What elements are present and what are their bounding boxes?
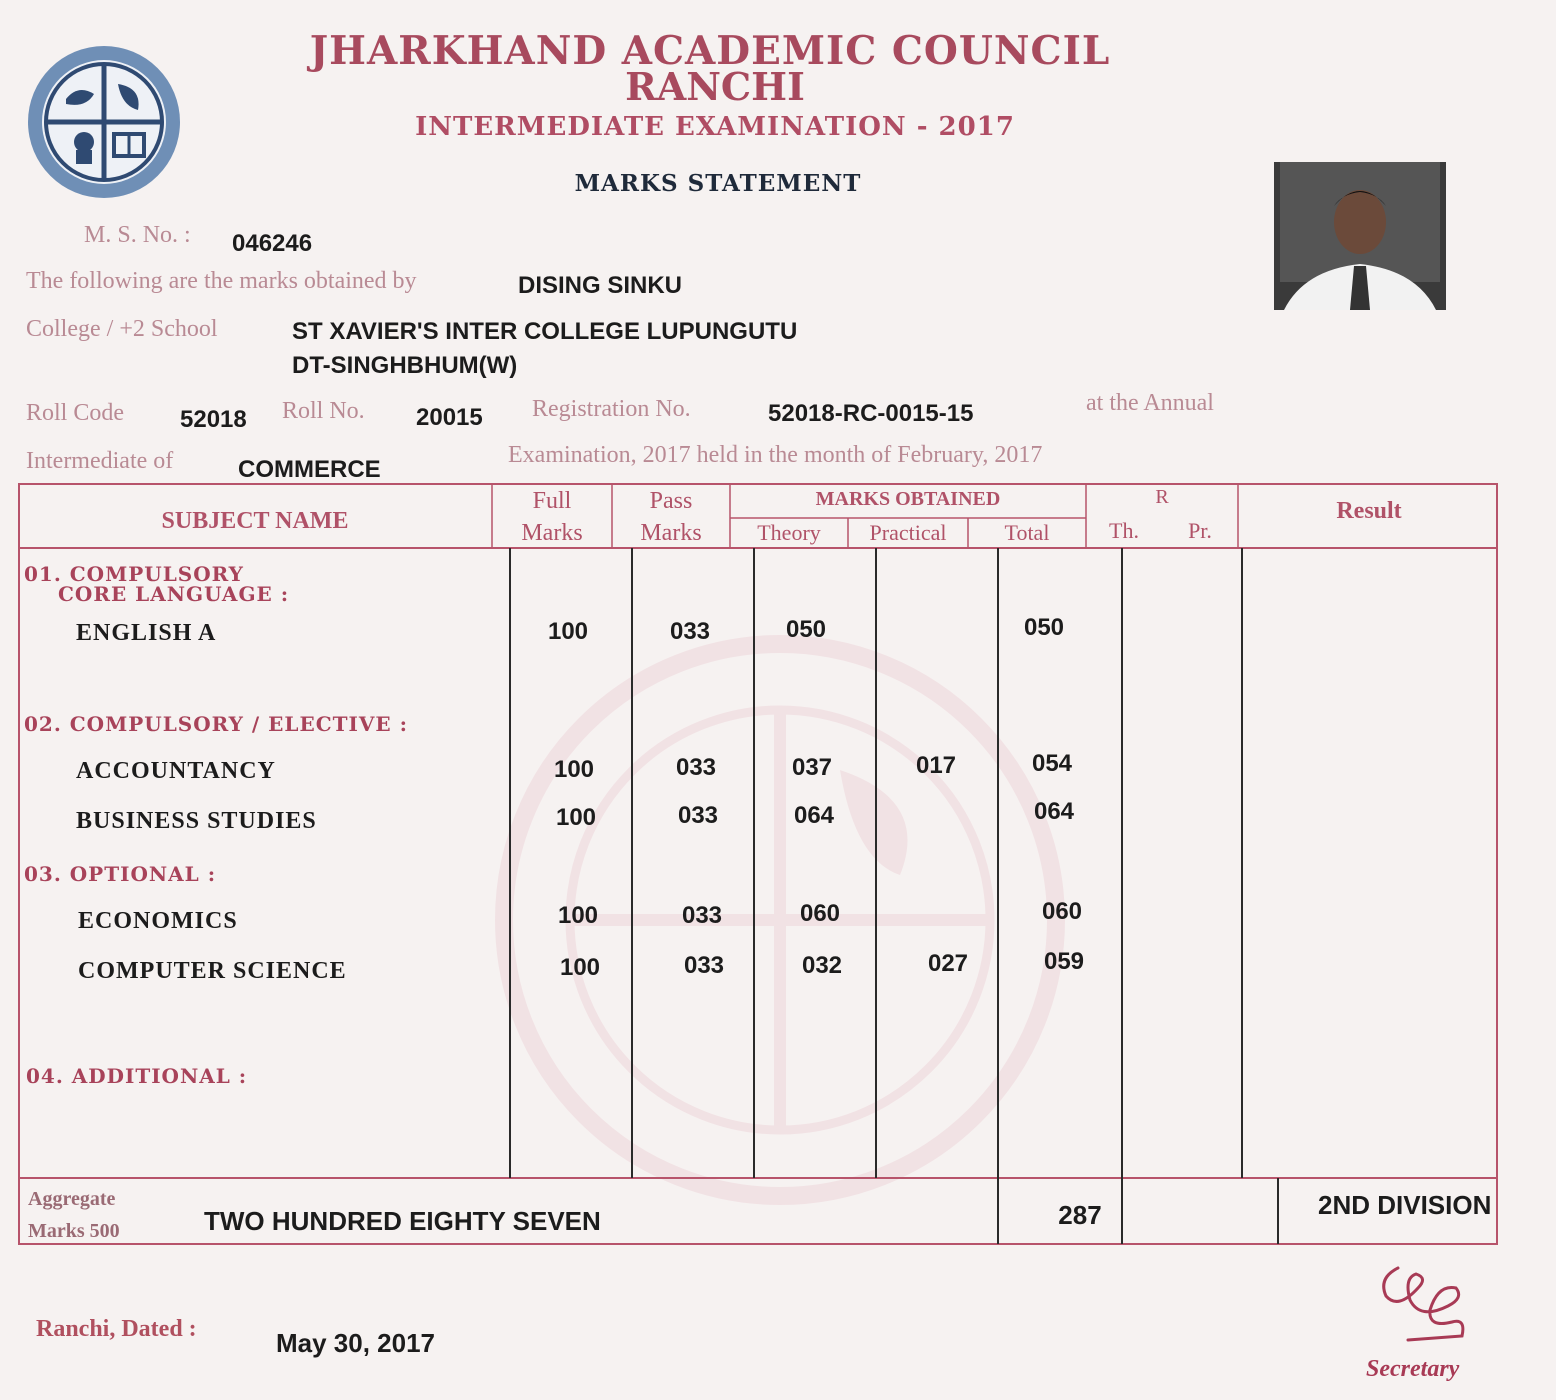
college-label: College / +2 School: [26, 316, 218, 342]
council-name: JHARKHAND ACADEMIC COUNCIL: [309, 28, 1111, 74]
section-1-line-1: 01. COMPULSORY: [24, 562, 244, 586]
intermediate-label: Intermediate of: [26, 448, 174, 474]
table-row-subject: BUSINESS STUDIES: [76, 808, 317, 834]
table-row-full: 100: [559, 954, 601, 981]
table-row-theory: 050: [785, 616, 827, 643]
table-row-full: 100: [555, 804, 597, 831]
header-result: Result: [1336, 498, 1402, 524]
table-row-theory: 060: [799, 900, 841, 927]
table-row-practical: 017: [915, 752, 957, 779]
header-practical: Practical: [869, 520, 947, 545]
header-r-pr: Pr.: [1188, 518, 1212, 543]
header-r: R: [1155, 486, 1169, 508]
table-row-pass: 033: [669, 618, 711, 645]
header-full-1: Full: [532, 488, 572, 514]
marks-table: [18, 478, 1500, 1248]
signatory-title: Secretary: [1366, 1356, 1460, 1382]
table-row-subject: ENGLISH A: [76, 620, 217, 646]
table-row-practical: 027: [927, 950, 969, 977]
header-theory: Theory: [757, 520, 821, 545]
header-pass-1: Pass: [649, 488, 693, 514]
table-row-theory: 064: [793, 802, 835, 829]
header-full-2: Marks: [521, 520, 583, 546]
registration-label: Registration No.: [532, 396, 691, 422]
table-row-theory: 037: [791, 754, 833, 781]
college-line-2: DT-SINGHBHUM(W): [292, 352, 518, 379]
dated-label: Ranchi, Dated :: [36, 1316, 197, 1342]
header-r-th: Th.: [1109, 518, 1139, 543]
stream-value: COMMERCE: [238, 456, 381, 483]
annual-text: at the Annual: [1086, 390, 1214, 416]
exam-title: INTERMEDIATE EXAMINATION - 2017: [415, 112, 1015, 142]
section-4-heading: 04. ADDITIONAL :: [26, 1064, 248, 1088]
roll-code-label: Roll Code: [26, 400, 125, 426]
marks-obtained-by-label: The following are the marks obtained by: [26, 268, 417, 294]
college-line-1: ST XAVIER'S INTER COLLEGE LUPUNGUTU: [292, 318, 798, 345]
header-total: Total: [1004, 520, 1050, 545]
table-row-pass: 033: [681, 902, 723, 929]
ms-no-value: 046246: [232, 230, 313, 257]
table-row-total: 059: [1043, 948, 1085, 975]
table-row-subject: ACCOUNTANCY: [76, 758, 276, 784]
aggregate-label-2: Marks 500: [28, 1220, 120, 1242]
aggregate-label-1: Aggregate: [28, 1188, 116, 1210]
roll-code-value: 52018: [180, 406, 247, 433]
secretary-signature: [1368, 1248, 1478, 1348]
table-row-full: 100: [547, 618, 589, 645]
table-row-theory: 032: [801, 952, 843, 979]
aggregate-total: 287: [1058, 1200, 1102, 1230]
result-division: 2ND DIVISION: [1318, 1190, 1492, 1220]
document-title: MARKS STATEMENT: [574, 170, 862, 197]
ms-no-label: M. S. No. :: [84, 222, 191, 248]
exam-held-text: Examination, 2017 held in the month of February, 2017: [508, 442, 1043, 468]
roll-no-label: Roll No.: [282, 398, 365, 424]
roll-no-value: 20015: [416, 404, 483, 431]
issue-date: May 30, 2017: [276, 1328, 436, 1358]
student-photo: [1274, 162, 1446, 310]
registration-value: 52018-RC-0015-15: [768, 400, 974, 427]
table-row-pass: 033: [683, 952, 725, 979]
student-name: DISING SINKU: [518, 272, 683, 299]
table-row-pass: 033: [675, 754, 717, 781]
table-row-full: 100: [553, 756, 595, 783]
header-pass-2: Marks: [640, 520, 702, 546]
section-1-line-2: CORE LANGUAGE :: [58, 582, 290, 606]
header-subject-name: SUBJECT NAME: [161, 508, 349, 534]
table-row-subject: ECONOMICS: [78, 908, 238, 934]
section-2-heading: 02. COMPULSORY / ELECTIVE :: [24, 712, 408, 736]
table-row-pass: 033: [677, 802, 719, 829]
header-marks-obtained: MARKS OBTAINED: [815, 488, 1001, 510]
table-row-total: 054: [1031, 750, 1073, 777]
table-row-total: 050: [1023, 614, 1065, 641]
table-row-total: 060: [1041, 898, 1083, 925]
council-city: RANCHI: [625, 64, 805, 109]
aggregate-in-words: TWO HUNDRED EIGHTY SEVEN: [204, 1206, 601, 1236]
table-row-full: 100: [557, 902, 599, 929]
table-row-total: 064: [1033, 798, 1075, 825]
table-row-subject: COMPUTER SCIENCE: [78, 958, 347, 984]
section-3-heading: 03. OPTIONAL :: [24, 862, 217, 886]
